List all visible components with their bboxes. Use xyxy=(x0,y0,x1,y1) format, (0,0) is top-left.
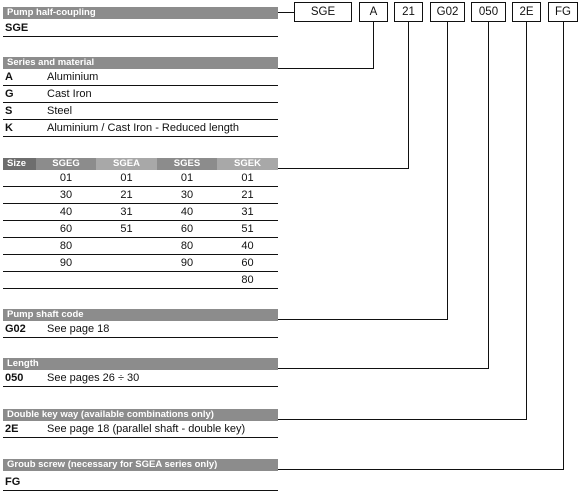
connector-length-v xyxy=(488,22,489,369)
screw-row xyxy=(3,474,278,491)
shaft-code: G02 xyxy=(5,323,26,335)
size-cell xyxy=(3,170,36,186)
size-cell: 40 xyxy=(180,206,194,218)
keyway-row xyxy=(3,421,278,438)
size-header-cell: Size xyxy=(3,158,36,170)
code-box-size: 21 xyxy=(394,2,423,22)
connector-screw-h xyxy=(278,469,564,470)
series-code: S xyxy=(5,105,13,117)
connector-size-h xyxy=(278,168,409,169)
size-cell: 01 xyxy=(180,172,194,184)
size-cell: 60 xyxy=(59,223,73,235)
connector-keyway-h xyxy=(278,419,527,420)
section-header-shaft: Pump shaft code xyxy=(3,309,278,321)
section-header-keyway: Double key way (available combinations only) xyxy=(3,409,278,421)
screw-code: FG xyxy=(5,476,21,488)
series-desc: Steel xyxy=(47,105,73,117)
connector-series-h xyxy=(278,68,374,69)
size-cell: 51 xyxy=(120,223,133,235)
series-row xyxy=(3,120,278,137)
size-header-cell: SGEG xyxy=(36,158,96,170)
series-row xyxy=(3,103,278,120)
connector-shaft-h xyxy=(278,319,448,320)
size-cell xyxy=(3,255,36,271)
size-cell xyxy=(36,272,96,288)
size-cell xyxy=(96,272,157,288)
size-cell: 60 xyxy=(241,257,254,269)
size-cell xyxy=(3,221,36,237)
size-cell: 80 xyxy=(180,240,194,252)
size-row xyxy=(3,221,278,238)
size-cell xyxy=(96,255,157,271)
series-code: K xyxy=(5,122,13,134)
size-cell: 30 xyxy=(180,189,194,201)
size-cell: 01 xyxy=(120,172,133,184)
section-header-screw: Groub screw (necessary for SGEA series only) xyxy=(3,459,278,471)
size-row xyxy=(3,204,278,221)
size-cell: 21 xyxy=(241,189,254,201)
code-box-keyway: 2E xyxy=(512,2,541,22)
connector-series-v xyxy=(373,22,374,69)
size-row xyxy=(3,255,278,272)
size-cell xyxy=(3,204,36,220)
size-row xyxy=(3,238,278,255)
connector-screw-v xyxy=(563,22,564,470)
size-header-cell: SGEK xyxy=(217,158,278,170)
series-row xyxy=(3,69,278,86)
series-desc: Aluminium / Cast Iron - Reduced length xyxy=(47,122,239,134)
section-header-series: Series and material xyxy=(3,57,278,69)
connector-pump xyxy=(278,12,294,13)
series-row xyxy=(3,86,278,103)
series-code: A xyxy=(5,71,13,83)
length-code: 050 xyxy=(5,372,24,384)
section-header-length: Length xyxy=(3,358,278,370)
size-cell xyxy=(3,187,36,203)
size-cell xyxy=(3,238,36,254)
keyway-desc: See page 18 (parallel shaft - double key) xyxy=(47,423,246,435)
series-desc: Aluminium xyxy=(47,71,99,83)
size-cell: 30 xyxy=(59,189,73,201)
pump-row xyxy=(3,20,278,37)
size-cell: 01 xyxy=(241,172,254,184)
size-cell: 80 xyxy=(59,240,73,252)
size-cell: 40 xyxy=(241,240,254,252)
code-box-shaft: G02 xyxy=(430,2,465,22)
length-row xyxy=(3,370,278,387)
size-cell: 80 xyxy=(241,274,254,286)
shaft-desc: See page 18 xyxy=(47,323,110,335)
size-header-cell: SGEA xyxy=(96,158,157,170)
connector-size-v xyxy=(408,22,409,169)
size-cell xyxy=(157,272,217,288)
size-cell: 31 xyxy=(241,206,254,218)
code-box-series: A xyxy=(359,2,388,22)
keyway-code: 2E xyxy=(5,423,19,435)
size-row xyxy=(3,272,278,289)
size-cell: 31 xyxy=(120,206,133,218)
series-desc: Cast Iron xyxy=(47,88,92,100)
shaft-row xyxy=(3,321,278,338)
code-box-length: 050 xyxy=(471,2,506,22)
code-box-screw: FG xyxy=(548,2,578,22)
connector-length-h xyxy=(278,368,489,369)
size-cell xyxy=(3,272,36,288)
size-cell: 60 xyxy=(180,223,194,235)
code-box-pump: SGE xyxy=(294,2,352,22)
size-cell: 21 xyxy=(120,189,133,201)
pump-code: SGE xyxy=(5,22,29,34)
size-row xyxy=(3,187,278,204)
size-row xyxy=(3,170,278,187)
size-cell xyxy=(96,238,157,254)
section-header-pump: Pump half-coupling xyxy=(3,7,278,19)
size-cell: 90 xyxy=(180,257,194,269)
size-cell: 51 xyxy=(241,223,254,235)
connector-keyway-v xyxy=(526,22,527,420)
series-code: G xyxy=(5,88,14,100)
size-table-header xyxy=(3,158,278,170)
length-desc: See pages 26 ÷ 30 xyxy=(47,372,140,384)
size-cell: 90 xyxy=(59,257,73,269)
connector-shaft-v xyxy=(447,22,448,320)
size-header-cell: SGES xyxy=(157,158,217,170)
size-cell: 40 xyxy=(59,206,73,218)
size-cell: 01 xyxy=(59,172,73,184)
